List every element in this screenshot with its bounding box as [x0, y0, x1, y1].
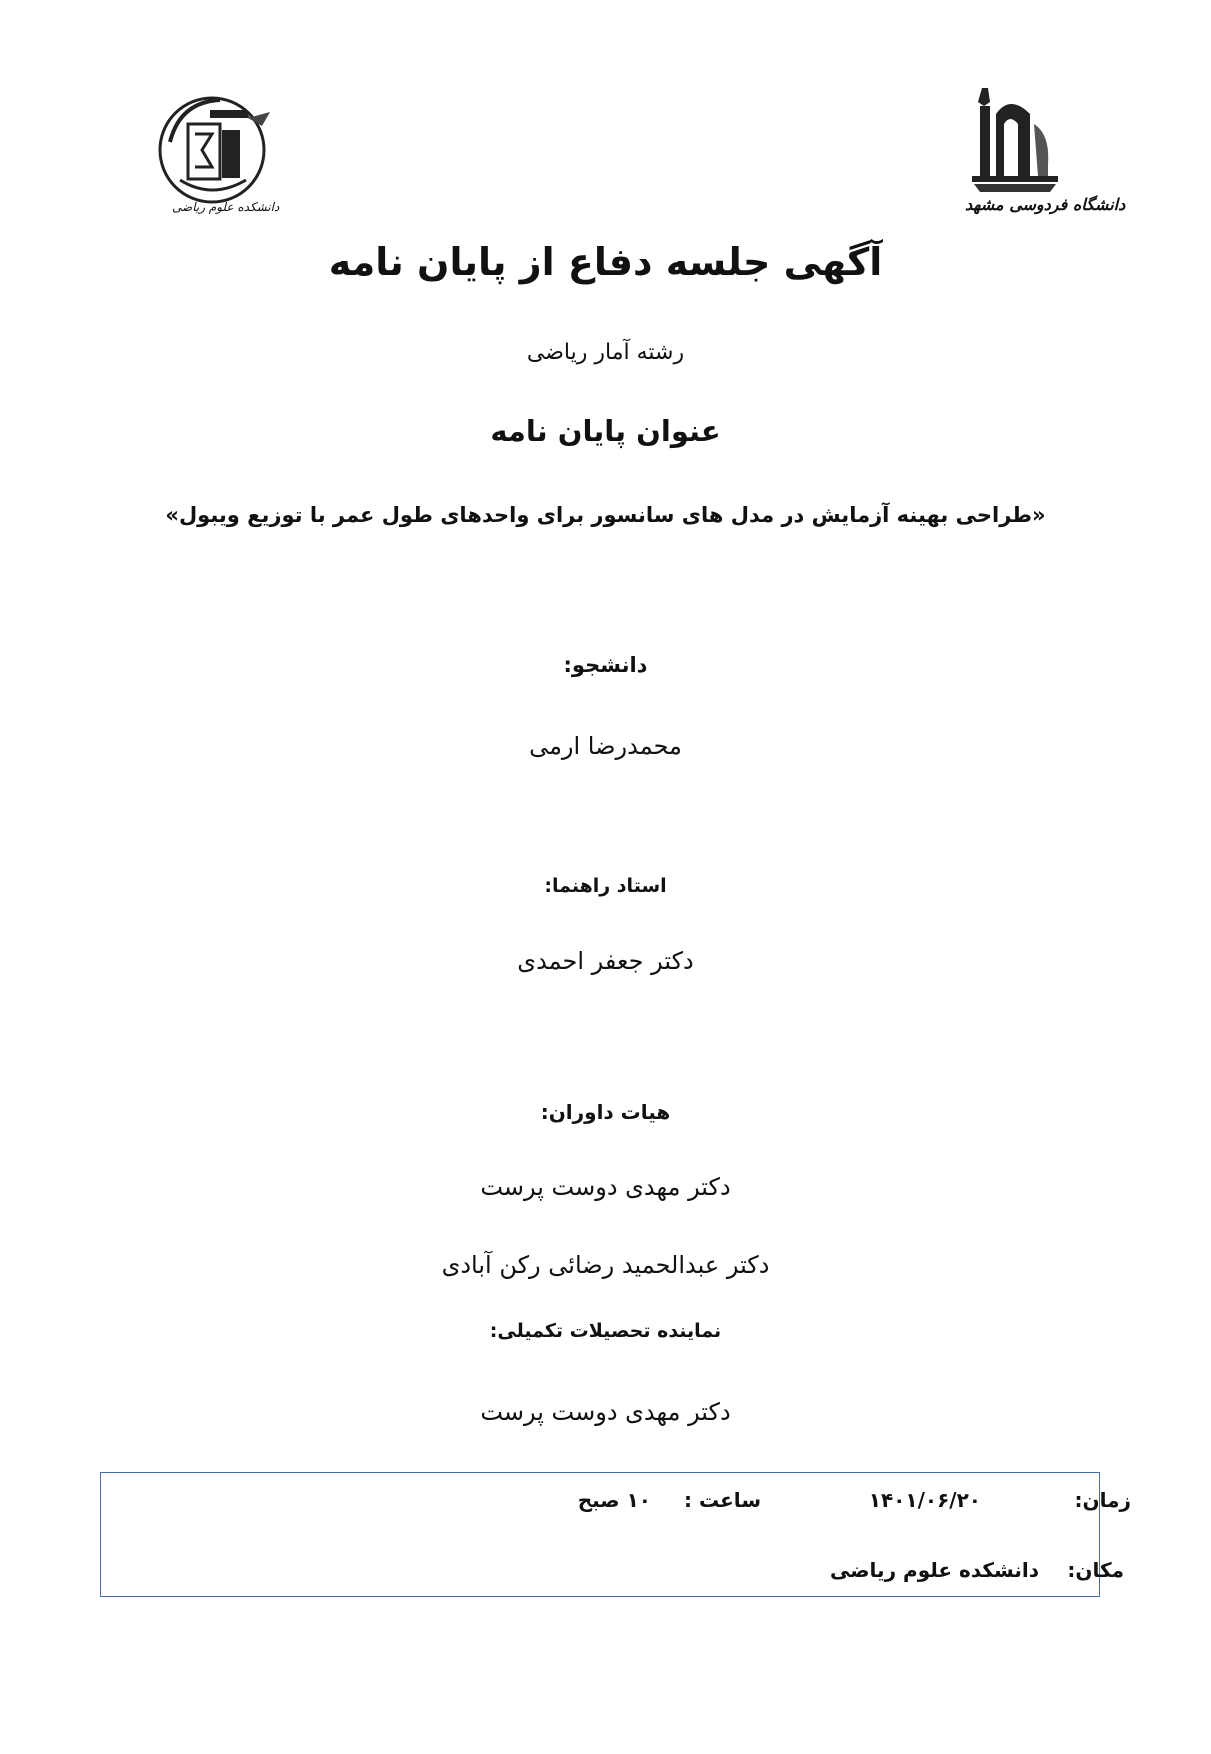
student-name: محمدرضا ارمی — [529, 732, 682, 760]
committee-member: دکتر عبدالحمید رضائی رکن آبادی — [441, 1251, 770, 1279]
representative-label: نماینده تحصیلات تکمیلی: — [489, 1320, 722, 1342]
representative-name: دکتر مهدی دوست پرست — [480, 1398, 731, 1426]
committee-label: هیات داوران: — [540, 1100, 671, 1124]
time-label: ساعت : — [684, 1488, 761, 1512]
place-label: مکان: — [1067, 1558, 1124, 1582]
thesis-heading: عنوان پایان نامه — [490, 414, 721, 448]
faculty-logo-caption: دانشکده علوم ریاضی — [172, 200, 280, 214]
committee-member: دکتر مهدی دوست پرست — [480, 1173, 731, 1201]
advisor-name: دکتر جعفر احمدی — [517, 947, 694, 975]
time-value: ۱۰ صبح — [577, 1488, 651, 1512]
student-label: دانشجو: — [563, 653, 648, 677]
advisor-label: استاد راهنما: — [544, 875, 667, 897]
university-logo-caption: دانشگاه فردوسی مشهد — [965, 195, 1126, 214]
date-value: ۱۴۰۱/۰۶/۲۰ — [868, 1488, 981, 1512]
field-of-study: رشته آمار ریاضی — [526, 340, 685, 365]
thesis-title: «طراحی بهینه آزمایش در مدل های سانسور برای واحدهای طول عمر با توزیع ویبول» — [165, 503, 1046, 527]
place-value: دانشکده علوم ریاضی — [829, 1558, 1039, 1582]
notice-title: آگهی جلسه دفاع از پایان نامه — [328, 240, 883, 284]
date-label: زمان: — [1074, 1488, 1131, 1512]
